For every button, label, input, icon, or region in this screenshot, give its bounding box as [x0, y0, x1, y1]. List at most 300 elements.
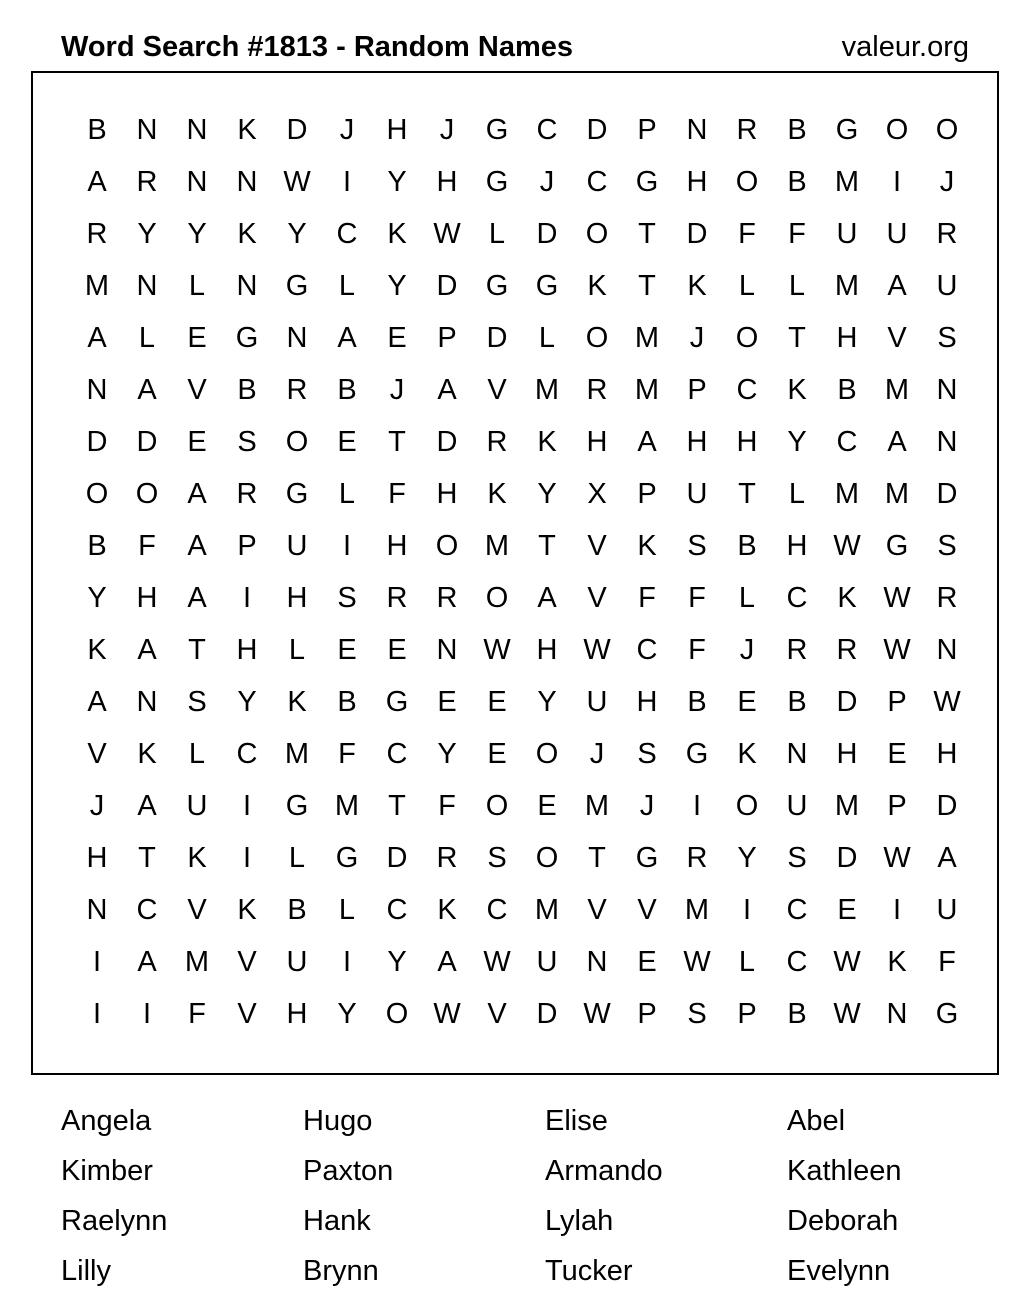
grid-letter[interactable]: E: [487, 686, 507, 718]
grid-letter[interactable]: P: [687, 374, 707, 406]
grid-letter[interactable]: W: [583, 634, 611, 666]
grid-letter[interactable]: G: [385, 686, 409, 718]
grid-letter[interactable]: J: [689, 322, 705, 354]
grid-letter[interactable]: B: [87, 530, 107, 562]
grid-letter[interactable]: M: [534, 374, 560, 406]
grid-letter[interactable]: M: [884, 478, 910, 510]
grid-letter[interactable]: D: [936, 790, 958, 822]
grid-letter[interactable]: W: [483, 946, 511, 978]
grid-letter[interactable]: B: [87, 114, 107, 146]
grid-letter[interactable]: M: [184, 946, 210, 978]
grid-letter[interactable]: I: [92, 946, 102, 978]
grid-letter[interactable]: U: [686, 478, 708, 510]
grid-letter[interactable]: H: [836, 738, 858, 770]
grid-letter[interactable]: P: [437, 322, 457, 354]
grid-letter[interactable]: I: [242, 582, 252, 614]
grid-letter[interactable]: H: [786, 530, 808, 562]
grid-letter[interactable]: C: [486, 894, 508, 926]
grid-letter[interactable]: C: [536, 114, 558, 146]
grid-letter[interactable]: G: [635, 166, 659, 198]
grid-letter[interactable]: G: [235, 322, 259, 354]
grid-letter[interactable]: U: [586, 686, 608, 718]
grid-letter[interactable]: M: [634, 374, 660, 406]
grid-letter[interactable]: G: [485, 270, 509, 302]
grid-letter[interactable]: G: [285, 790, 309, 822]
grid-letter[interactable]: K: [687, 270, 707, 302]
grid-letter[interactable]: C: [236, 738, 258, 770]
grid-letter[interactable]: O: [535, 842, 559, 874]
grid-letter[interactable]: O: [135, 478, 159, 510]
grid-letter[interactable]: O: [935, 114, 959, 146]
grid-letter[interactable]: B: [687, 686, 707, 718]
grid-letter[interactable]: O: [85, 478, 109, 510]
grid-letter[interactable]: O: [585, 322, 609, 354]
grid-letter[interactable]: I: [92, 998, 102, 1030]
grid-letter[interactable]: D: [286, 114, 308, 146]
grid-letter[interactable]: Y: [237, 686, 257, 718]
grid-letter[interactable]: A: [187, 582, 207, 614]
grid-letter[interactable]: R: [836, 634, 858, 666]
grid-letter[interactable]: G: [285, 270, 309, 302]
grid-letter[interactable]: P: [637, 478, 657, 510]
grid-letter[interactable]: F: [738, 218, 756, 250]
grid-letter[interactable]: J: [939, 166, 955, 198]
grid-letter[interactable]: C: [786, 582, 808, 614]
grid-letter[interactable]: M: [584, 790, 610, 822]
grid-letter[interactable]: C: [786, 894, 808, 926]
grid-letter[interactable]: D: [936, 478, 958, 510]
grid-letter[interactable]: T: [538, 530, 556, 562]
grid-letter[interactable]: W: [883, 582, 911, 614]
grid-letter[interactable]: P: [887, 686, 907, 718]
grid-letter[interactable]: K: [237, 218, 257, 250]
grid-letter[interactable]: H: [436, 166, 458, 198]
grid-letter[interactable]: F: [638, 582, 656, 614]
grid-letter[interactable]: W: [483, 634, 511, 666]
grid-letter[interactable]: G: [285, 478, 309, 510]
grid-letter[interactable]: P: [737, 998, 757, 1030]
grid-letter[interactable]: U: [536, 946, 558, 978]
grid-letter[interactable]: I: [342, 946, 352, 978]
grid-letter[interactable]: B: [787, 114, 807, 146]
grid-letter[interactable]: N: [586, 946, 608, 978]
grid-letter[interactable]: H: [286, 582, 308, 614]
grid-letter[interactable]: A: [887, 426, 907, 458]
grid-letter[interactable]: S: [487, 842, 507, 874]
grid-letter[interactable]: M: [634, 322, 660, 354]
grid-letter[interactable]: M: [484, 530, 510, 562]
grid-letter[interactable]: O: [735, 790, 759, 822]
grid-letter[interactable]: E: [387, 322, 407, 354]
grid-letter[interactable]: I: [142, 998, 152, 1030]
grid-letter[interactable]: H: [686, 166, 708, 198]
grid-letter[interactable]: G: [535, 270, 559, 302]
grid-letter[interactable]: D: [536, 218, 558, 250]
grid-letter[interactable]: N: [136, 270, 158, 302]
grid-letter[interactable]: N: [436, 634, 458, 666]
grid-letter[interactable]: C: [336, 218, 358, 250]
grid-letter[interactable]: E: [187, 426, 207, 458]
grid-letter[interactable]: N: [286, 322, 308, 354]
grid-letter[interactable]: T: [388, 426, 406, 458]
grid-letter[interactable]: L: [488, 218, 506, 250]
grid-letter[interactable]: D: [586, 114, 608, 146]
grid-letter[interactable]: A: [87, 166, 107, 198]
grid-letter[interactable]: K: [137, 738, 157, 770]
grid-letter[interactable]: O: [885, 114, 909, 146]
grid-letter[interactable]: G: [935, 998, 959, 1030]
grid-letter[interactable]: Y: [737, 842, 757, 874]
grid-letter[interactable]: L: [188, 270, 206, 302]
grid-letter[interactable]: N: [236, 166, 258, 198]
grid-letter[interactable]: X: [587, 478, 607, 510]
grid-letter[interactable]: B: [337, 374, 357, 406]
grid-letter[interactable]: U: [936, 270, 958, 302]
grid-letter[interactable]: O: [285, 426, 309, 458]
grid-letter[interactable]: G: [485, 114, 509, 146]
grid-letter[interactable]: H: [436, 478, 458, 510]
grid-letter[interactable]: R: [736, 114, 758, 146]
grid-letter[interactable]: L: [338, 894, 356, 926]
grid-letter[interactable]: L: [338, 270, 356, 302]
grid-letter[interactable]: H: [136, 582, 158, 614]
grid-letter[interactable]: K: [187, 842, 207, 874]
grid-letter[interactable]: U: [786, 790, 808, 822]
grid-letter[interactable]: A: [437, 374, 457, 406]
grid-letter[interactable]: N: [86, 894, 108, 926]
grid-letter[interactable]: V: [237, 946, 257, 978]
grid-letter[interactable]: A: [87, 686, 107, 718]
grid-letter[interactable]: E: [887, 738, 907, 770]
grid-letter[interactable]: J: [589, 738, 605, 770]
grid-letter[interactable]: J: [539, 166, 555, 198]
grid-letter[interactable]: F: [388, 478, 406, 510]
grid-letter[interactable]: K: [387, 218, 407, 250]
grid-letter[interactable]: O: [485, 582, 509, 614]
grid-letter[interactable]: W: [833, 946, 861, 978]
grid-letter[interactable]: H: [586, 426, 608, 458]
grid-letter[interactable]: N: [936, 426, 958, 458]
grid-letter[interactable]: W: [433, 998, 461, 1030]
grid-letter[interactable]: E: [537, 790, 557, 822]
grid-letter[interactable]: D: [486, 322, 508, 354]
grid-letter[interactable]: U: [936, 894, 958, 926]
grid-letter[interactable]: I: [692, 790, 702, 822]
grid-letter[interactable]: L: [738, 946, 756, 978]
grid-letter[interactable]: A: [637, 426, 657, 458]
grid-letter[interactable]: F: [788, 218, 806, 250]
grid-letter[interactable]: H: [836, 322, 858, 354]
grid-letter[interactable]: I: [892, 894, 902, 926]
grid-letter[interactable]: W: [833, 998, 861, 1030]
grid-letter[interactable]: Y: [537, 686, 557, 718]
grid-letter[interactable]: N: [936, 374, 958, 406]
grid-letter[interactable]: L: [338, 478, 356, 510]
grid-letter[interactable]: W: [933, 686, 961, 718]
grid-letter[interactable]: L: [188, 738, 206, 770]
grid-letter[interactable]: T: [788, 322, 806, 354]
grid-letter[interactable]: L: [738, 582, 756, 614]
grid-letter[interactable]: A: [887, 270, 907, 302]
grid-letter[interactable]: G: [485, 166, 509, 198]
grid-letter[interactable]: G: [685, 738, 709, 770]
grid-letter[interactable]: F: [938, 946, 956, 978]
grid-letter[interactable]: Y: [137, 218, 157, 250]
grid-letter[interactable]: O: [385, 998, 409, 1030]
grid-letter[interactable]: F: [188, 998, 206, 1030]
grid-letter[interactable]: Y: [437, 738, 457, 770]
grid-letter[interactable]: Y: [387, 946, 407, 978]
grid-letter[interactable]: D: [136, 426, 158, 458]
grid-letter[interactable]: E: [187, 322, 207, 354]
grid-letter[interactable]: C: [786, 946, 808, 978]
grid-letter[interactable]: F: [338, 738, 356, 770]
grid-letter[interactable]: L: [788, 270, 806, 302]
grid-letter[interactable]: R: [86, 218, 108, 250]
grid-letter[interactable]: O: [535, 738, 559, 770]
grid-letter[interactable]: C: [736, 374, 758, 406]
grid-letter[interactable]: E: [487, 738, 507, 770]
grid-letter[interactable]: A: [87, 322, 107, 354]
grid-letter[interactable]: N: [686, 114, 708, 146]
grid-letter[interactable]: M: [334, 790, 360, 822]
grid-letter[interactable]: C: [636, 634, 658, 666]
grid-letter[interactable]: J: [439, 114, 455, 146]
grid-letter[interactable]: P: [237, 530, 257, 562]
grid-letter[interactable]: A: [137, 790, 157, 822]
grid-letter[interactable]: Y: [187, 218, 207, 250]
grid-letter[interactable]: R: [486, 426, 508, 458]
grid-letter[interactable]: A: [137, 634, 157, 666]
grid-letter[interactable]: D: [86, 426, 108, 458]
grid-letter[interactable]: E: [837, 894, 857, 926]
grid-letter[interactable]: E: [337, 426, 357, 458]
grid-letter[interactable]: Y: [787, 426, 807, 458]
grid-letter[interactable]: K: [237, 894, 257, 926]
grid-letter[interactable]: V: [887, 322, 907, 354]
grid-letter[interactable]: M: [84, 270, 110, 302]
grid-letter[interactable]: N: [786, 738, 808, 770]
grid-letter[interactable]: K: [287, 686, 307, 718]
grid-letter[interactable]: C: [136, 894, 158, 926]
grid-letter[interactable]: I: [742, 894, 752, 926]
grid-letter[interactable]: K: [487, 478, 507, 510]
grid-letter[interactable]: P: [637, 998, 657, 1030]
grid-letter[interactable]: A: [337, 322, 357, 354]
grid-letter[interactable]: E: [387, 634, 407, 666]
grid-letter[interactable]: M: [834, 270, 860, 302]
grid-letter[interactable]: N: [186, 166, 208, 198]
grid-letter[interactable]: C: [586, 166, 608, 198]
grid-letter[interactable]: P: [637, 114, 657, 146]
grid-letter[interactable]: H: [86, 842, 108, 874]
grid-letter[interactable]: M: [834, 478, 860, 510]
grid-letter[interactable]: F: [138, 530, 156, 562]
grid-letter[interactable]: I: [242, 842, 252, 874]
grid-letter[interactable]: U: [286, 946, 308, 978]
grid-letter[interactable]: F: [438, 790, 456, 822]
grid-letter[interactable]: A: [537, 582, 557, 614]
grid-letter[interactable]: C: [386, 738, 408, 770]
grid-letter[interactable]: V: [637, 894, 657, 926]
grid-letter[interactable]: L: [138, 322, 156, 354]
grid-letter[interactable]: H: [686, 426, 708, 458]
grid-letter[interactable]: W: [883, 634, 911, 666]
grid-letter[interactable]: K: [737, 738, 757, 770]
grid-letter[interactable]: B: [837, 374, 857, 406]
grid-letter[interactable]: U: [186, 790, 208, 822]
grid-letter[interactable]: E: [437, 686, 457, 718]
grid-letter[interactable]: K: [537, 426, 557, 458]
grid-letter[interactable]: N: [136, 686, 158, 718]
grid-letter[interactable]: E: [637, 946, 657, 978]
grid-letter[interactable]: U: [286, 530, 308, 562]
grid-letter[interactable]: J: [739, 634, 755, 666]
grid-letter[interactable]: D: [436, 270, 458, 302]
grid-letter[interactable]: S: [687, 530, 707, 562]
grid-letter[interactable]: S: [937, 530, 957, 562]
grid-letter[interactable]: H: [536, 634, 558, 666]
grid-letter[interactable]: R: [586, 374, 608, 406]
grid-letter[interactable]: U: [836, 218, 858, 250]
grid-letter[interactable]: N: [186, 114, 208, 146]
grid-letter[interactable]: H: [386, 530, 408, 562]
grid-letter[interactable]: W: [883, 842, 911, 874]
grid-letter[interactable]: E: [337, 634, 357, 666]
grid-letter[interactable]: S: [687, 998, 707, 1030]
grid-letter[interactable]: R: [936, 218, 958, 250]
grid-letter[interactable]: A: [137, 374, 157, 406]
grid-letter[interactable]: L: [738, 270, 756, 302]
grid-letter[interactable]: K: [637, 530, 657, 562]
grid-letter[interactable]: V: [487, 374, 507, 406]
grid-letter[interactable]: R: [686, 842, 708, 874]
grid-letter[interactable]: O: [485, 790, 509, 822]
grid-letter[interactable]: M: [684, 894, 710, 926]
grid-letter[interactable]: H: [386, 114, 408, 146]
grid-letter[interactable]: K: [837, 582, 857, 614]
grid-letter[interactable]: R: [786, 634, 808, 666]
grid-letter[interactable]: T: [188, 634, 206, 666]
grid-letter[interactable]: B: [787, 998, 807, 1030]
grid-letter[interactable]: V: [587, 530, 607, 562]
grid-letter[interactable]: T: [388, 790, 406, 822]
grid-letter[interactable]: E: [737, 686, 757, 718]
grid-letter[interactable]: W: [683, 946, 711, 978]
grid-letter[interactable]: R: [386, 582, 408, 614]
grid-letter[interactable]: R: [936, 582, 958, 614]
grid-letter[interactable]: L: [538, 322, 556, 354]
grid-letter[interactable]: D: [836, 842, 858, 874]
grid-letter[interactable]: D: [536, 998, 558, 1030]
grid-letter[interactable]: S: [937, 322, 957, 354]
grid-letter[interactable]: O: [435, 530, 459, 562]
grid-letter[interactable]: N: [936, 634, 958, 666]
grid-letter[interactable]: U: [886, 218, 908, 250]
grid-letter[interactable]: J: [389, 374, 405, 406]
grid-letter[interactable]: V: [187, 374, 207, 406]
grid-letter[interactable]: N: [136, 114, 158, 146]
grid-letter[interactable]: V: [587, 894, 607, 926]
grid-letter[interactable]: Y: [287, 218, 307, 250]
grid-letter[interactable]: W: [833, 530, 861, 562]
grid-letter[interactable]: G: [335, 842, 359, 874]
grid-letter[interactable]: K: [237, 114, 257, 146]
grid-letter[interactable]: W: [583, 998, 611, 1030]
grid-letter[interactable]: H: [286, 998, 308, 1030]
grid-letter[interactable]: K: [587, 270, 607, 302]
grid-letter[interactable]: J: [89, 790, 105, 822]
grid-letter[interactable]: H: [636, 686, 658, 718]
grid-letter[interactable]: W: [433, 218, 461, 250]
grid-letter[interactable]: N: [86, 374, 108, 406]
grid-letter[interactable]: A: [937, 842, 957, 874]
grid-letter[interactable]: I: [892, 166, 902, 198]
grid-letter[interactable]: T: [138, 842, 156, 874]
grid-letter[interactable]: D: [686, 218, 708, 250]
grid-letter[interactable]: O: [735, 166, 759, 198]
grid-letter[interactable]: F: [688, 582, 706, 614]
grid-letter[interactable]: T: [588, 842, 606, 874]
grid-letter[interactable]: N: [236, 270, 258, 302]
grid-letter[interactable]: T: [638, 270, 656, 302]
grid-letter[interactable]: J: [639, 790, 655, 822]
grid-letter[interactable]: L: [288, 842, 306, 874]
grid-letter[interactable]: L: [788, 478, 806, 510]
grid-letter[interactable]: R: [286, 374, 308, 406]
grid-letter[interactable]: D: [836, 686, 858, 718]
grid-letter[interactable]: G: [885, 530, 909, 562]
grid-letter[interactable]: B: [237, 374, 257, 406]
grid-letter[interactable]: M: [284, 738, 310, 770]
grid-letter[interactable]: P: [887, 790, 907, 822]
grid-letter[interactable]: B: [787, 166, 807, 198]
grid-letter[interactable]: K: [787, 374, 807, 406]
grid-letter[interactable]: H: [936, 738, 958, 770]
grid-letter[interactable]: V: [487, 998, 507, 1030]
grid-letter[interactable]: M: [534, 894, 560, 926]
grid-letter[interactable]: S: [187, 686, 207, 718]
grid-letter[interactable]: D: [386, 842, 408, 874]
grid-letter[interactable]: T: [738, 478, 756, 510]
grid-letter[interactable]: F: [688, 634, 706, 666]
grid-letter[interactable]: Y: [87, 582, 107, 614]
grid-letter[interactable]: S: [637, 738, 657, 770]
grid-letter[interactable]: Y: [537, 478, 557, 510]
grid-letter[interactable]: I: [342, 530, 352, 562]
grid-letter[interactable]: O: [735, 322, 759, 354]
grid-letter[interactable]: S: [787, 842, 807, 874]
grid-letter[interactable]: G: [835, 114, 859, 146]
grid-letter[interactable]: Y: [387, 270, 407, 302]
grid-letter[interactable]: S: [237, 426, 257, 458]
grid-letter[interactable]: K: [87, 634, 107, 666]
grid-letter[interactable]: R: [136, 166, 158, 198]
grid-letter[interactable]: H: [236, 634, 258, 666]
grid-letter[interactable]: H: [736, 426, 758, 458]
grid-letter[interactable]: M: [834, 790, 860, 822]
grid-letter[interactable]: A: [187, 530, 207, 562]
grid-letter[interactable]: R: [436, 842, 458, 874]
grid-letter[interactable]: J: [339, 114, 355, 146]
grid-letter[interactable]: M: [834, 166, 860, 198]
grid-letter[interactable]: V: [87, 738, 107, 770]
grid-letter[interactable]: N: [886, 998, 908, 1030]
grid-letter[interactable]: K: [887, 946, 907, 978]
grid-letter[interactable]: B: [787, 686, 807, 718]
grid-letter[interactable]: C: [386, 894, 408, 926]
grid-letter[interactable]: A: [437, 946, 457, 978]
